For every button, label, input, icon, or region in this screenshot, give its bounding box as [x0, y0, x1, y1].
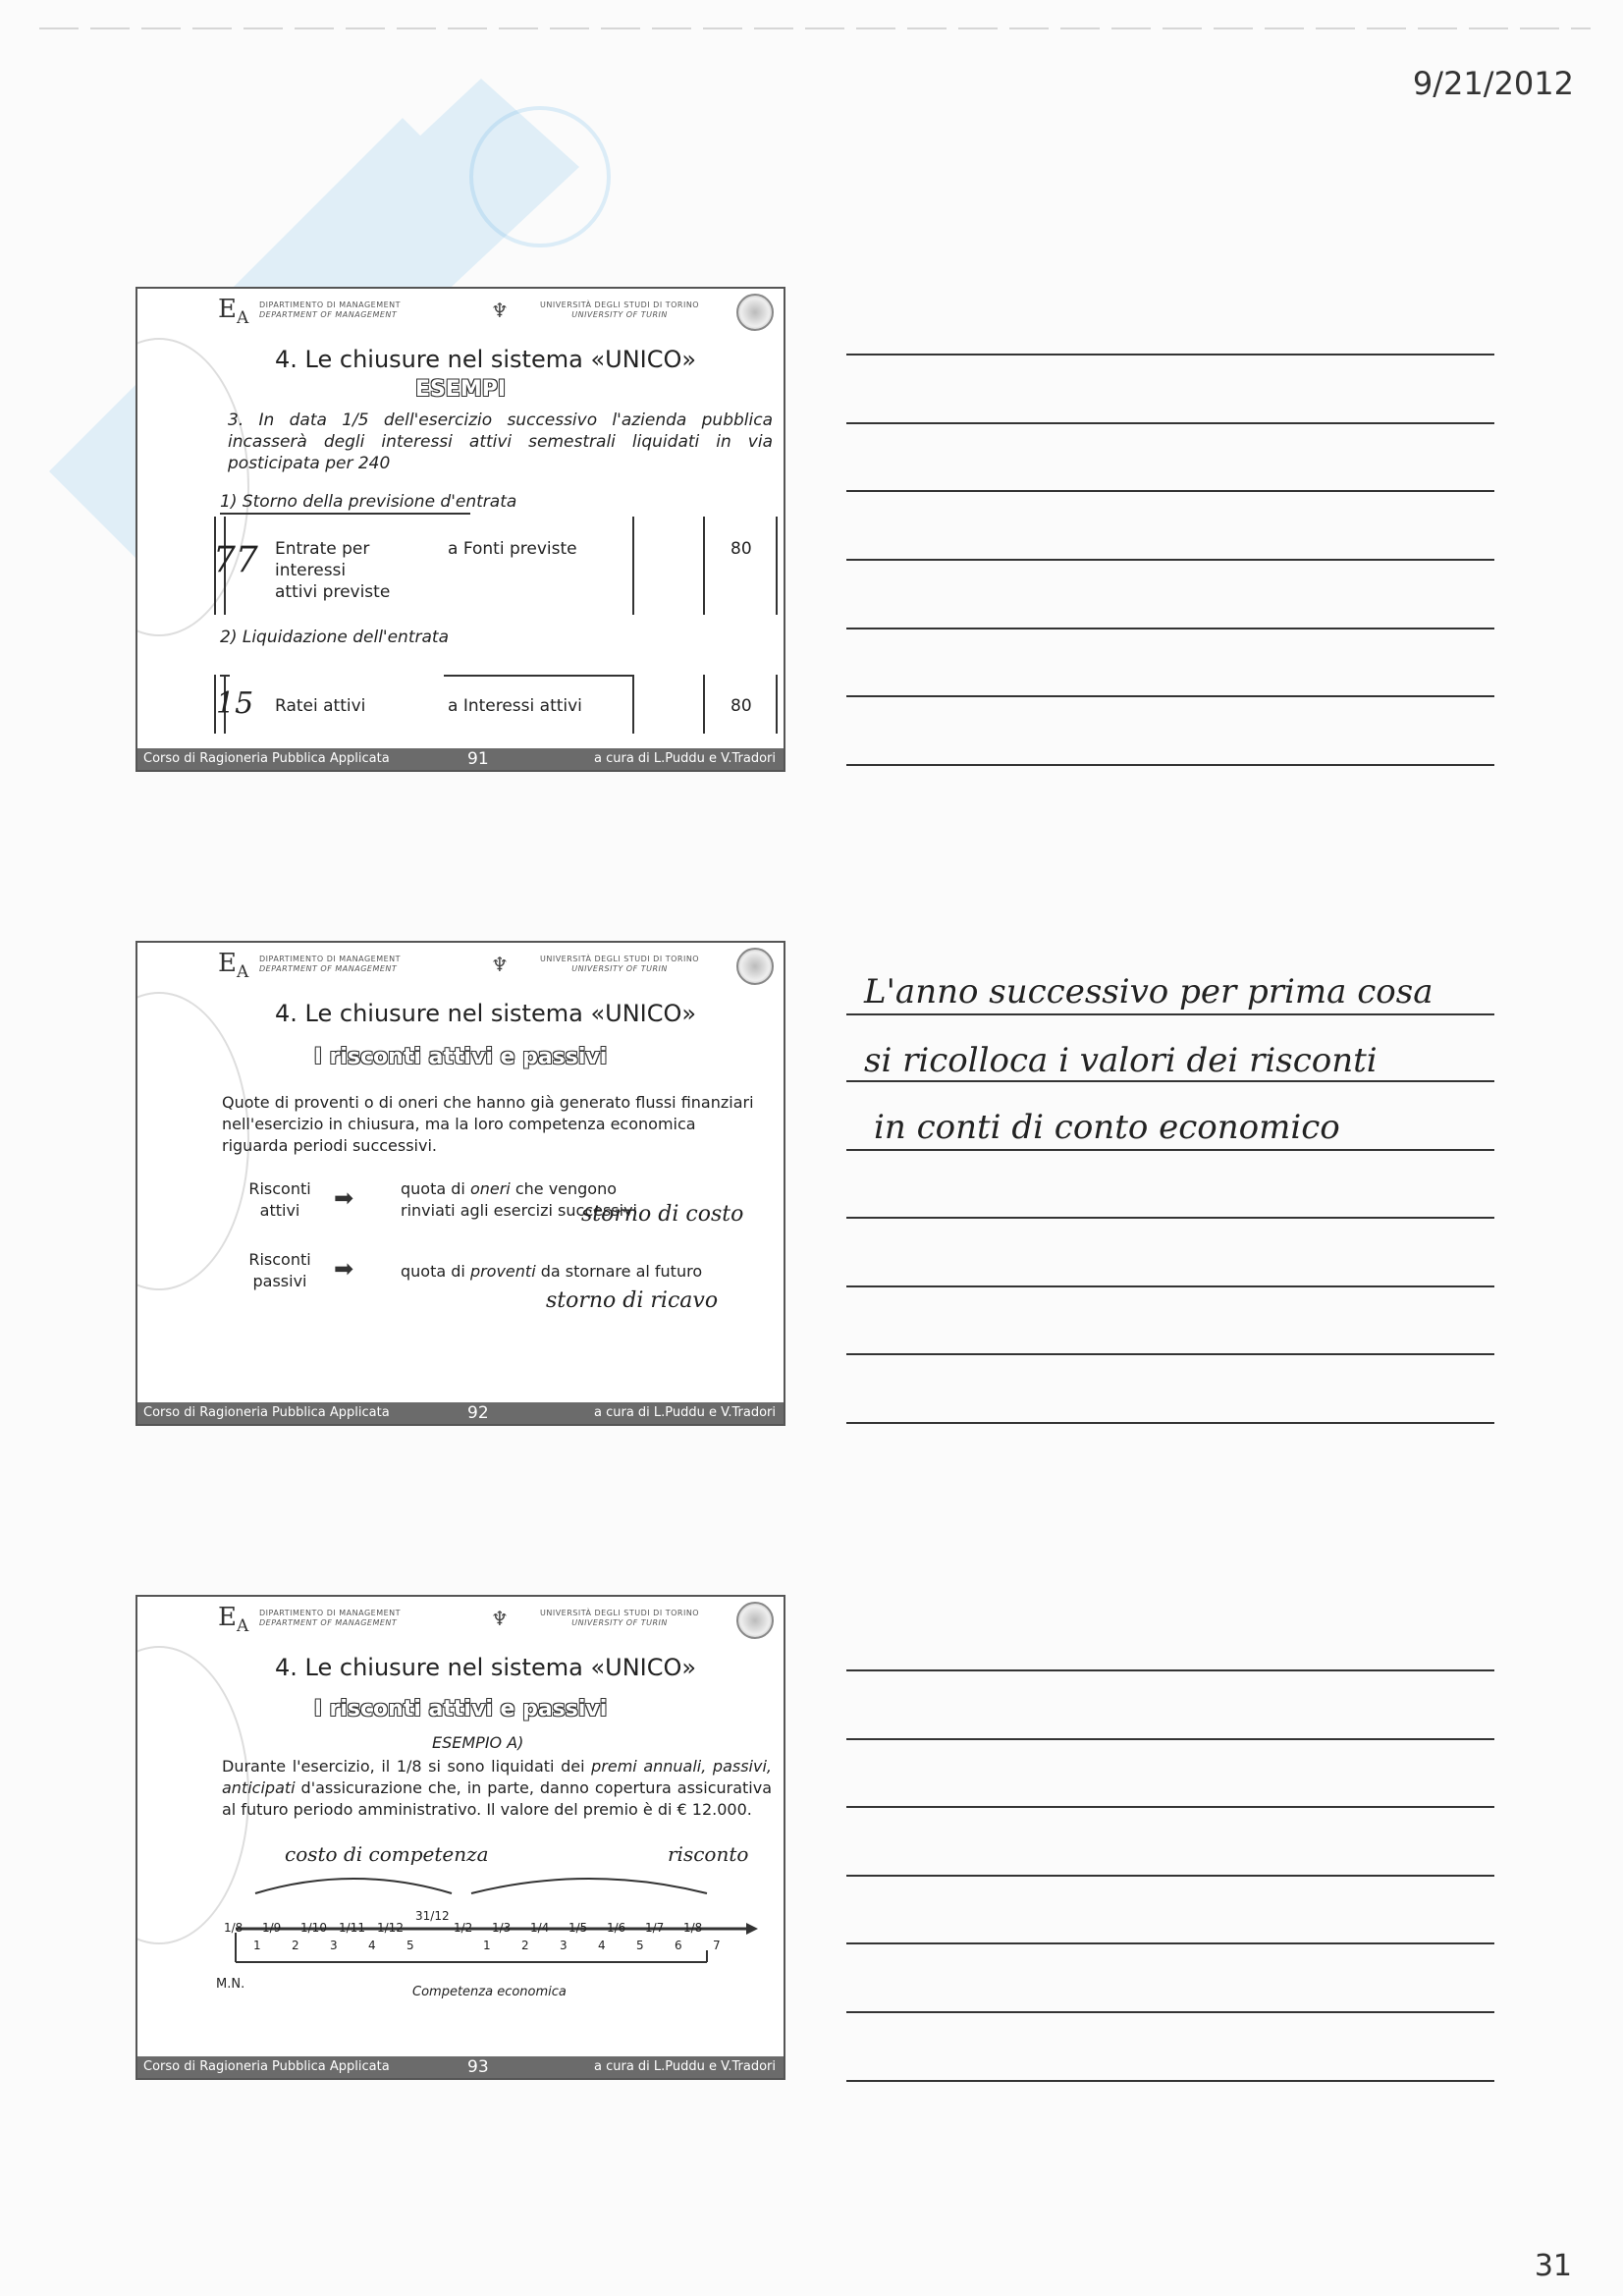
slide-footer: [137, 2056, 784, 2078]
univ-name: UNIVERSITÀ DEGLI STUDI DI TORINO UNIVERSITY OF TURIN: [540, 955, 700, 973]
mole-icon: ♆: [491, 1607, 509, 1630]
univ-name: UNIVERSITÀ DEGLI STUDI DI TORINO UNIVERSITY OF TURIN: [540, 301, 700, 319]
note-line: [846, 1738, 1494, 1740]
timeline-month-label: 2: [521, 1939, 529, 1952]
timeline-mn-label: M.N.: [216, 1977, 245, 1992]
timeline-month-label: 4: [368, 1939, 376, 1952]
step-underline: [220, 513, 470, 515]
note-line: [846, 1149, 1494, 1151]
ea-logo: $E_A$: [218, 949, 249, 983]
note-line: [846, 764, 1494, 766]
timeline-competenza-label: Competenza economica: [412, 1985, 567, 1999]
note-line: [846, 1080, 1494, 1082]
note-line: [846, 1942, 1494, 1944]
handwritten-costo-competenza: costo di competenza: [285, 1842, 489, 1866]
risconti-attivi-label: Risconti attivi: [248, 1179, 311, 1220]
entry2-debit: Ratei attivi: [275, 696, 366, 716]
slide-footer: [137, 1402, 784, 1424]
entry1-credit: a Fonti previste: [448, 539, 577, 559]
note-line: [846, 1217, 1494, 1219]
step-2-label: 2) Liquidazione dell'entrata: [220, 628, 449, 647]
timeline-month-label: 2: [292, 1939, 299, 1952]
arrow-right-icon: ➡: [334, 1184, 354, 1212]
page-top-rule: [39, 27, 1591, 29]
entry-border: [632, 675, 634, 734]
step-1-label: 1) Storno della previsione d'entrata: [220, 492, 517, 512]
slide-92: [135, 941, 785, 1426]
timeline-month-label: 5: [636, 1939, 644, 1952]
slide-93: [135, 1595, 785, 2080]
entry1-amount: 80: [730, 539, 752, 559]
note-line: [846, 1353, 1494, 1355]
slide-subtitle: ESEMPI: [414, 377, 507, 402]
timeline-date-label: 1/4: [530, 1921, 550, 1935]
timeline-date-label: 1/5: [568, 1921, 588, 1935]
timeline-month-label: 6: [675, 1939, 682, 1952]
note-line: [846, 628, 1494, 629]
ea-logo: $E_A$: [218, 1603, 249, 1637]
handwritten-note-3: in conti di conto economico: [874, 1108, 1340, 1147]
entry1-account-code: 77: [213, 540, 258, 580]
note-line: [846, 695, 1494, 697]
timeline-month-label: 1: [483, 1939, 491, 1952]
note-line: [846, 2011, 1494, 2013]
slide-number: 92: [467, 1403, 489, 1423]
timeline-month-label: 5: [406, 1939, 414, 1952]
risconti-passivi-label: Risconti passivi: [248, 1250, 311, 1290]
slide-91: [135, 287, 785, 772]
entry2-account-code: 15: [216, 686, 254, 721]
timeline-month-label: 3: [560, 1939, 568, 1952]
slide-subtitle: I risconti attivi e passivi: [313, 1045, 608, 1069]
slide-description: Quote di proventi o di oneri che hanno già generato flussi finanziari nell'esercizio in chiusura, ma la loro competenza economica riguarda periodi successivi.: [222, 1093, 754, 1155]
arrow-right-icon: ➡: [334, 1255, 354, 1283]
entry2-amount: 80: [730, 696, 752, 716]
note-line: [846, 559, 1494, 561]
handwritten-risconto: risconto: [668, 1842, 749, 1866]
dept-name: DIPARTIMENTO DI MANAGEMENT DEPARTMENT OF MANAGEMENT: [259, 955, 402, 973]
risconti-attivi-desc: quota di oneri che vengono rinviati agli esercizi successivi: [401, 1179, 637, 1220]
timeline-date-label: 1/6: [607, 1921, 626, 1935]
entry-border: [632, 517, 634, 615]
note-line: [846, 490, 1494, 492]
timeline-date-label: 1/7: [645, 1921, 665, 1935]
timeline-month-label: 3: [330, 1939, 338, 1952]
entry-border: [444, 675, 633, 677]
entry-border: [703, 675, 705, 734]
footer-authors: a cura di L.Puddu e V.Tradori: [593, 2059, 776, 2074]
handwritten-note-1: L'anno successivo per prima cosa: [864, 972, 1434, 1011]
dept-name: DIPARTIMENTO DI MANAGEMENT DEPARTMENT OF MANAGEMENT: [259, 301, 402, 319]
timeline-month-label: 7: [713, 1939, 721, 1952]
slide-subtitle: I risconti attivi e passivi: [313, 1697, 608, 1722]
timeline-date-label: 1/11: [339, 1921, 365, 1935]
slide-number: 91: [467, 749, 489, 769]
slide-title: 4. Le chiusure nel sistema «UNICO»: [275, 1654, 697, 1681]
slide-title: 4. Le chiusure nel sistema «UNICO»: [275, 1000, 697, 1027]
timeline-date-label: 1/8: [683, 1921, 703, 1935]
example-label: ESEMPIO A): [432, 1733, 524, 1752]
page-date: 9/21/2012: [1412, 65, 1574, 102]
entry-border: [776, 675, 778, 734]
timeline-date-label: 1/3: [492, 1921, 512, 1935]
dept-name: DIPARTIMENTO DI MANAGEMENT DEPARTMENT OF MANAGEMENT: [259, 1609, 402, 1627]
handwritten-storno-ricavo: storno di ricavo: [546, 1288, 719, 1313]
timeline-month-label: 1: [253, 1939, 261, 1952]
slide-number: 93: [467, 2057, 489, 2077]
footer-course: Corso di Ragioneria Pubblica Applicata: [143, 751, 390, 766]
example-text: Durante l'esercizio, il 1/8 si sono liquidati dei premi annuali, passivi, anticipati d'assicurazione che, in parte, danno copertura assicurativa al futuro periodo amministrativo. Il valore del premio è di € 12.000.: [222, 1757, 773, 1819]
slide-header: [137, 943, 784, 992]
entry-border: [776, 517, 778, 615]
note-line: [846, 1669, 1494, 1671]
slide-header: [137, 1597, 784, 1646]
slide-header: [137, 289, 784, 338]
timeline-date-label: 1/9: [262, 1921, 282, 1935]
ea-logo: $E_A$: [218, 295, 249, 329]
timeline-date-label: 31/12: [415, 1909, 450, 1923]
slide-title: 4. Le chiusure nel sistema «UNICO»: [275, 346, 697, 373]
note-line: [846, 1285, 1494, 1287]
entry1-debit: Entrate per interessi attivi previste: [275, 539, 391, 602]
univ-name: UNIVERSITÀ DEGLI STUDI DI TORINO UNIVERSITY OF TURIN: [540, 1609, 700, 1627]
footer-course: Corso di Ragioneria Pubblica Applicata: [143, 1405, 390, 1420]
note-line: [846, 2080, 1494, 2082]
timeline-date-label: 1/10: [300, 1921, 327, 1935]
university-seal-icon: [736, 1602, 774, 1639]
timeline-month-label: 4: [598, 1939, 606, 1952]
note-line: [846, 1806, 1494, 1808]
handwritten-note-2: si ricolloca i valori dei risconti: [864, 1041, 1378, 1080]
note-line: [846, 1013, 1494, 1015]
handwritten-storno-costo: storno di costo: [581, 1202, 744, 1227]
slide-footer: [137, 748, 784, 770]
risconti-passivi-desc: quota di proventi da stornare al futuro: [401, 1262, 703, 1281]
timeline-date-label: 1/8: [224, 1921, 243, 1935]
note-line: [846, 354, 1494, 355]
entry-border: [703, 517, 705, 615]
university-seal-icon: [736, 948, 774, 985]
footer-course: Corso di Ragioneria Pubblica Applicata: [143, 2059, 390, 2074]
page-number: 31: [1534, 2249, 1572, 2283]
mole-icon: ♆: [491, 953, 509, 976]
timeline-date-label: 1/2: [454, 1921, 473, 1935]
slide-intro: 3. In data 1/5 dell'esercizio successivo l'azienda pubblica incasserà degli interessi attivi semestrali liquidati in via posticipata per 240: [228, 410, 773, 473]
university-seal-icon: [736, 294, 774, 331]
entry2-credit: a Interessi attivi: [448, 696, 582, 716]
note-line: [846, 422, 1494, 424]
timeline-date-label: 1/12: [377, 1921, 404, 1935]
footer-authors: a cura di L.Puddu e V.Tradori: [593, 1405, 776, 1420]
mole-icon: ♆: [491, 299, 509, 322]
note-line: [846, 1422, 1494, 1424]
note-line: [846, 1875, 1494, 1877]
footer-authors: a cura di L.Puddu e V.Tradori: [593, 751, 776, 766]
